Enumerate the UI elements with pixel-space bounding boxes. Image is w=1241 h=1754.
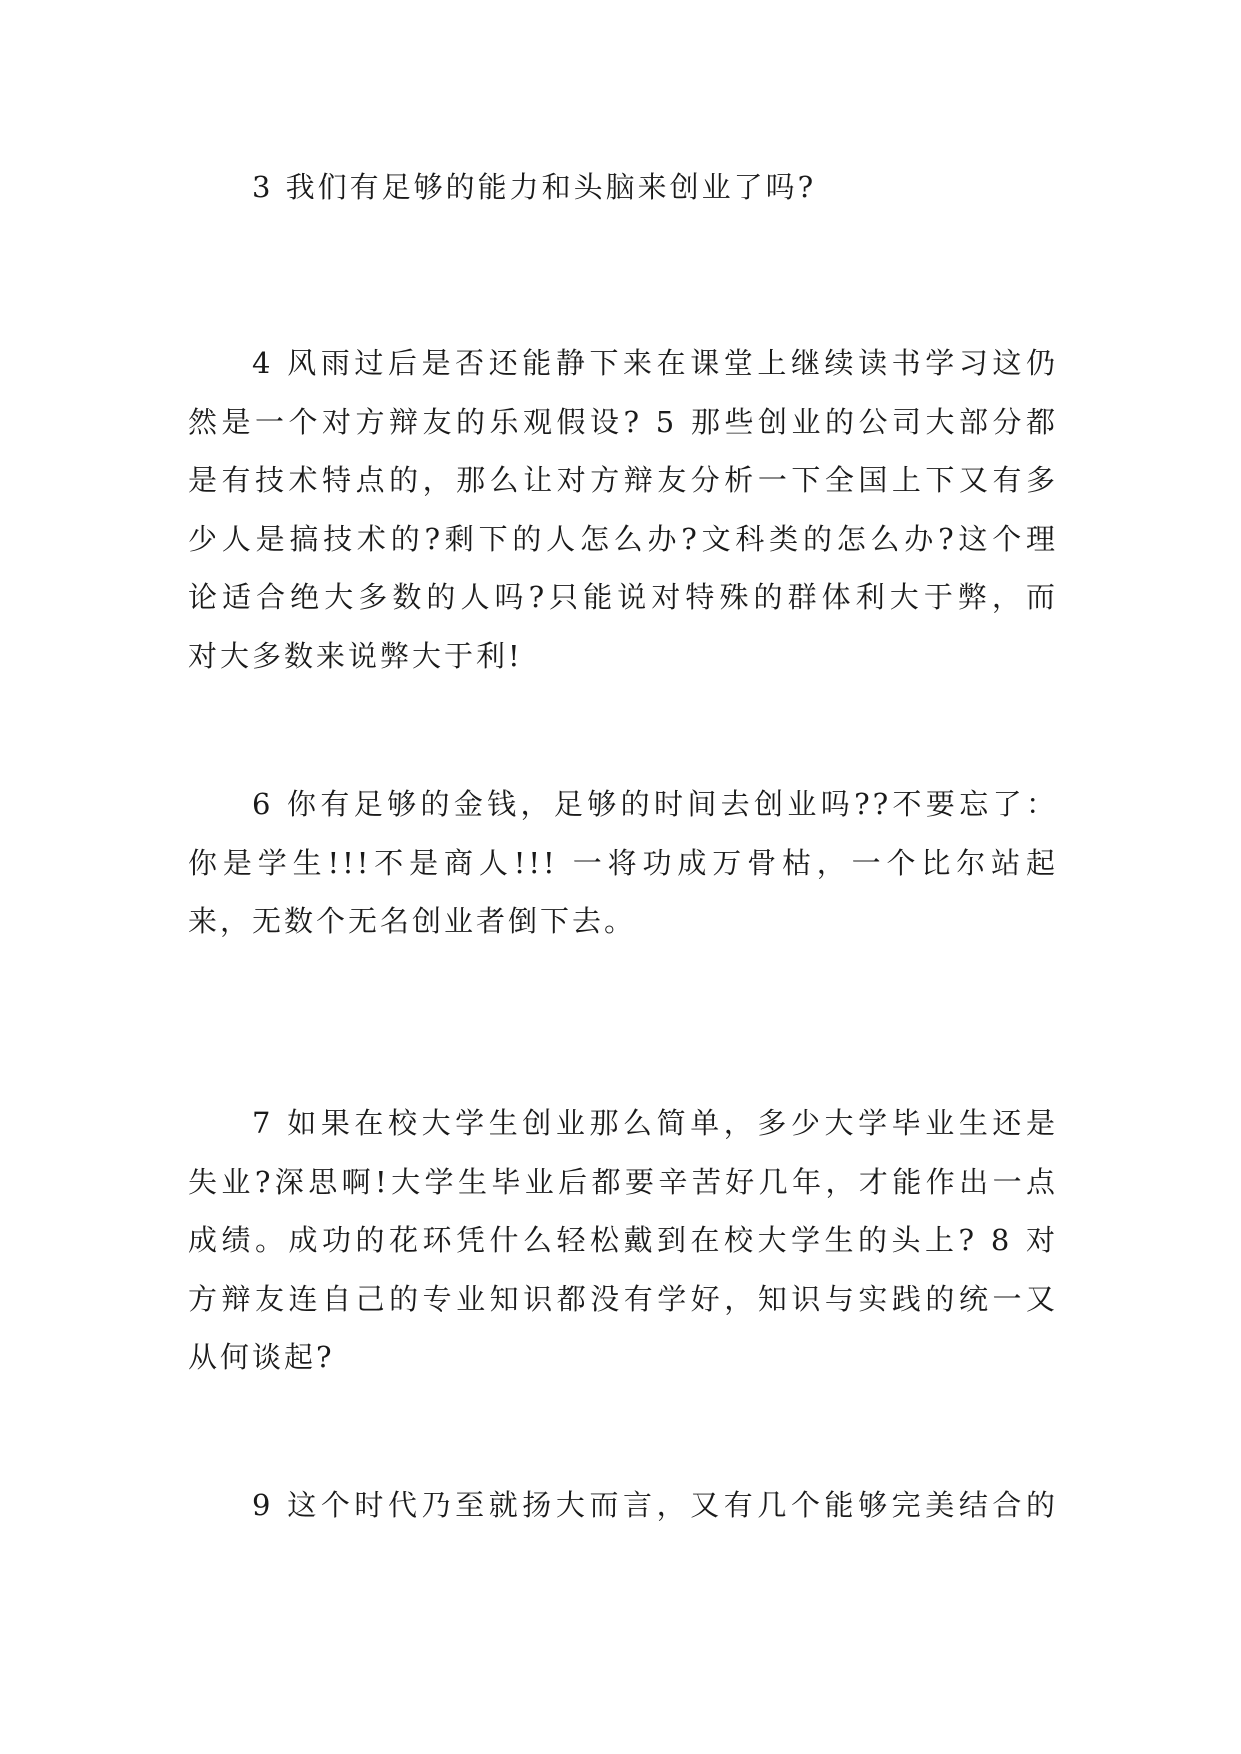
paragraph-9 xyxy=(188,1476,1058,1535)
paragraph-6 xyxy=(188,775,1058,951)
text-line: 是有技术特点的，那么让对方辩友分析一下全国上下又有多 xyxy=(188,463,1058,497)
text-line: 论适合绝大多数的人吗?只能说对特殊的群体利大于弊，而 xyxy=(188,580,1058,614)
text-line: 方辩友连自己的专业知识都没有学好，知识与实践的统一又 xyxy=(188,1281,1058,1316)
text-line: 少人是搞技术的?剩下的人怎么办?文科类的怎么办?这个理 xyxy=(188,521,1058,556)
paragraph-7-8 xyxy=(188,1094,1058,1387)
text-line: 从何谈起? xyxy=(188,1340,335,1374)
text-line: 7 如果在校大学生创业那么简单，多少大学毕业生还是 xyxy=(252,1106,1058,1140)
text-line: 来，无数个无名创业者倒下去。 xyxy=(188,904,637,938)
text-line: 你是学生!!!不是商人!!! 一将功成万骨枯，一个比尔站起 xyxy=(188,845,1058,880)
paragraph-3 xyxy=(188,158,1058,217)
text-line: 9 这个时代乃至就扬大而言，又有几个能够完美结合的 xyxy=(252,1488,1058,1522)
text-line: 然是一个对方辩友的乐观假设? 5 那些创业的公司大部分都 xyxy=(188,404,1058,439)
text-line: 成绩。成功的花环凭什么轻松戴到在校大学生的头上? 8 对 xyxy=(188,1223,1058,1257)
text-line: 3 我们有足够的能力和头脑来创业了吗? xyxy=(252,170,817,204)
paragraph-4-5 xyxy=(188,334,1058,685)
text-line: 对大多数来说弊大于利! xyxy=(188,638,523,673)
text-line: 6 你有足够的金钱，足够的时间去创业吗??不要忘了： xyxy=(252,787,1058,821)
text-line: 4 风雨过后是否还能静下来在课堂上继续读书学习这仍 xyxy=(252,346,1058,380)
text-line: 失业?深思啊!大学生毕业后都要辛苦好几年，才能作出一点 xyxy=(188,1164,1058,1199)
